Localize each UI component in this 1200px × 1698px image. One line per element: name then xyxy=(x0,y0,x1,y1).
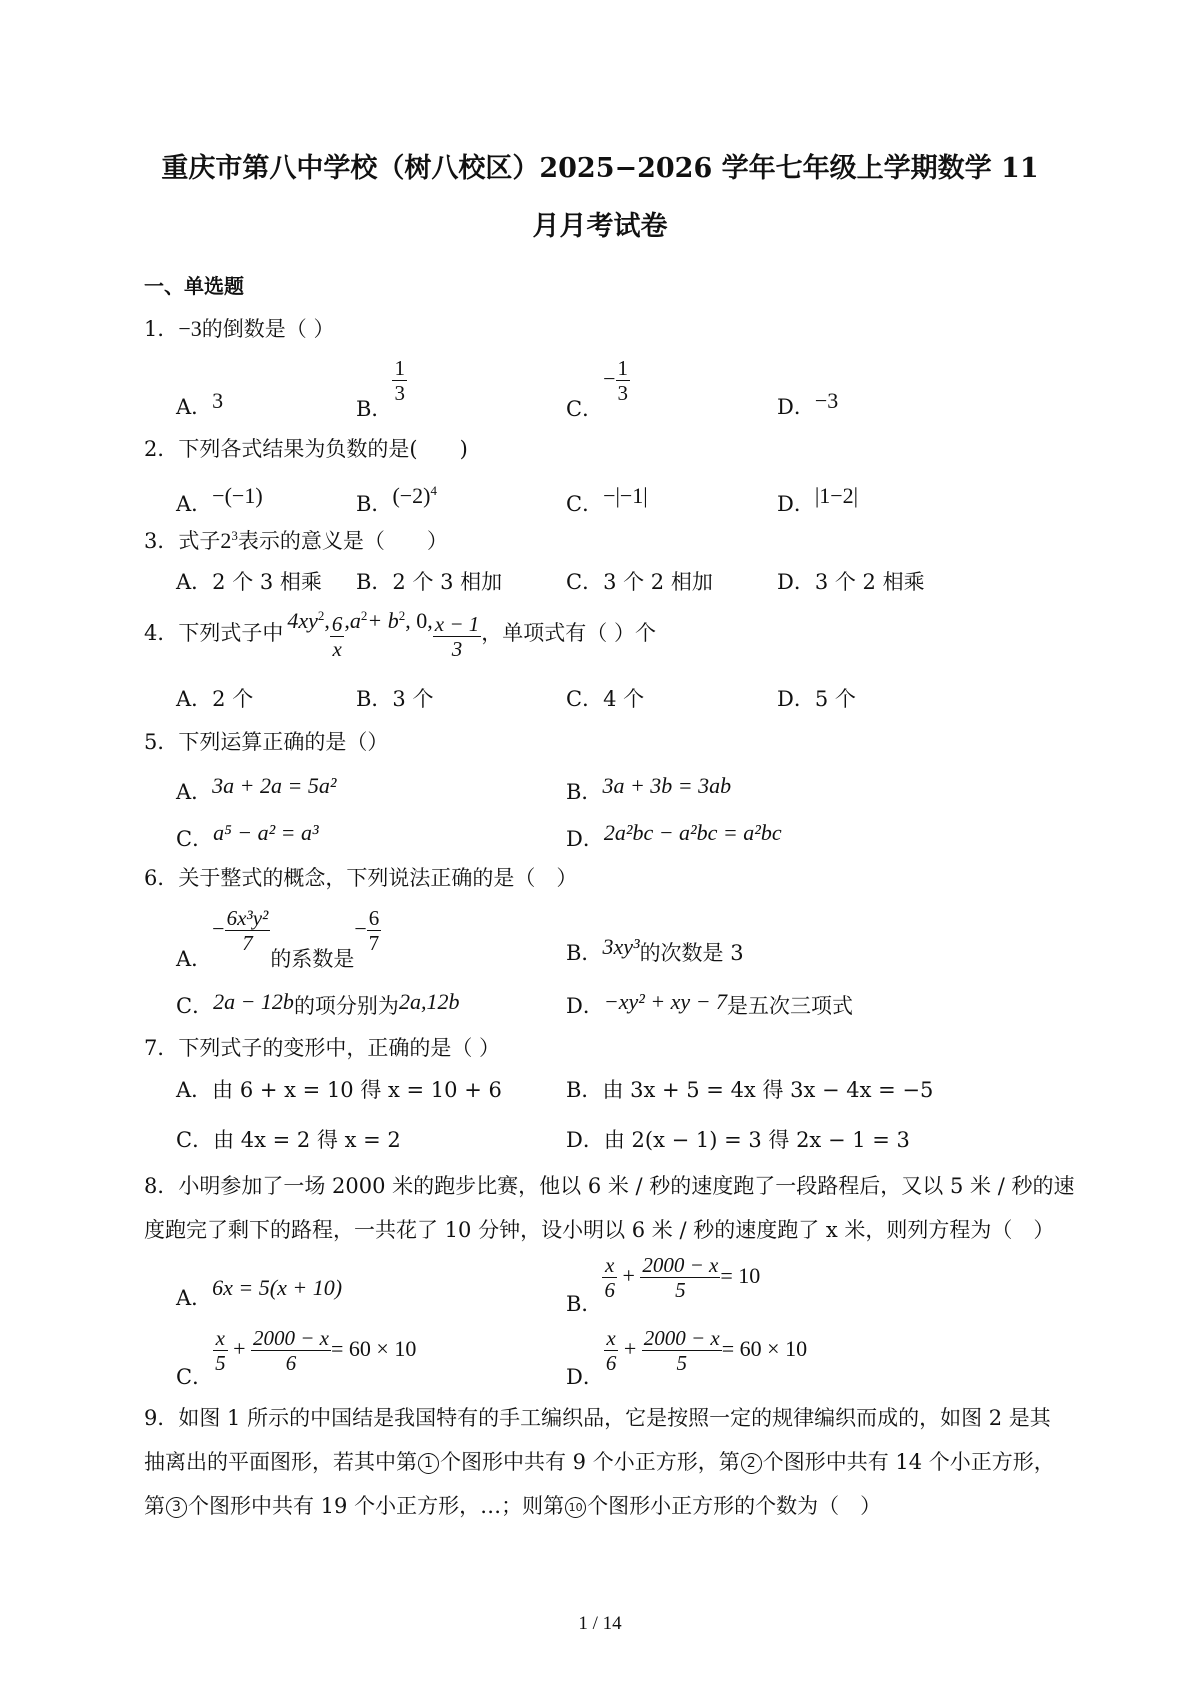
option-label: C． xyxy=(176,827,214,851)
circled-number: 1 xyxy=(418,1453,439,1474)
option-a[interactable] xyxy=(176,483,263,518)
option-b[interactable] xyxy=(356,483,437,518)
option-label: C． xyxy=(566,492,604,516)
option-text: 的项分别为 xyxy=(293,994,399,1018)
option-d[interactable] xyxy=(777,483,858,518)
option-value: −|−1| xyxy=(603,483,648,508)
option-c[interactable] xyxy=(176,1124,401,1154)
option-c[interactable]: C．4 个 xyxy=(566,687,645,711)
option-b[interactable]: B．2 个 3 相加 xyxy=(356,570,503,594)
question-text: 表示的意义是（ ） xyxy=(237,529,448,553)
option-value: 3 xyxy=(212,388,224,413)
page-title: 重庆市第八中学校（树八校区）2025−2026 学年七年级上学期数学 11 xyxy=(161,153,1039,184)
option-expr: 2a − 12b xyxy=(213,989,294,1014)
option-label: B． xyxy=(356,397,393,422)
question-9 xyxy=(144,1402,1051,1432)
question-number: 8． xyxy=(144,1174,179,1198)
option-value: 由 2(x − 1) = 3 得 2x − 1 = 3 xyxy=(603,1128,910,1152)
question-text: 下列运算正确的是（） xyxy=(178,730,389,754)
option-label: B． xyxy=(566,1292,603,1317)
option-value: 由 6 + x = 10 得 x = 10 + 6 xyxy=(212,1078,502,1102)
fraction: $\frac{1}{3}$ xyxy=(394,356,405,406)
option-label: A． xyxy=(176,947,213,972)
option-d[interactable] xyxy=(566,989,853,1020)
option-d[interactable] xyxy=(777,388,838,421)
option-label: C． xyxy=(176,1128,214,1152)
question-6 xyxy=(144,862,577,892)
fraction: $\frac{\text{6x³y²}}{7}$ xyxy=(226,906,269,956)
option-value: 6x = 5(x + 10) xyxy=(212,1275,343,1300)
circled-number: 10 xyxy=(565,1497,586,1518)
option-label: D． xyxy=(777,492,815,516)
option-label: A． xyxy=(176,1078,213,1102)
option-value: |1−2| xyxy=(814,483,859,508)
option-label: D． xyxy=(566,827,604,851)
option-b[interactable]: B． $\frac{x}{6}$ + $\frac{2000 - x}{5}$ = 10 xyxy=(566,1253,761,1317)
option-a[interactable] xyxy=(176,1275,342,1312)
exponent: 3 xyxy=(231,528,238,543)
option-d[interactable]: D． $\frac{x}{6}$ + $\frac{2000 - x}{5}$ = 60 × 10 xyxy=(566,1326,808,1390)
question-number: 4． xyxy=(144,621,179,645)
option-label: A． xyxy=(176,492,213,516)
option-label: B． xyxy=(566,1078,603,1102)
option-value: 3a + 3b = 3ab xyxy=(602,773,732,798)
fraction: $\frac{2000 - x}{6}$ xyxy=(253,1326,329,1376)
question-9-line2: 抽离出的平面图形，若其中第 1 个图形中共有 9 个小正方形，第 2 个图形中共有 14 个小正方形， xyxy=(144,1450,1055,1474)
option-expr: 2a,12b xyxy=(398,989,460,1014)
question-4 xyxy=(144,608,656,661)
expression-list: $4xy^2$, $\frac{6}{x}$ $,a^2+ b^2$, 0, $\frac{x - 1}{3}$ xyxy=(287,608,480,661)
circled-number: 2 xyxy=(741,1453,762,1474)
option-value: 2a²bc − a²bc = a²bc xyxy=(603,820,782,845)
option-a[interactable]: A．− $\frac{\text{6x³y²}}{7}$ 的系数是− $\frac{6}{7}$ xyxy=(176,906,380,972)
circled-number: 3 xyxy=(166,1497,187,1518)
option-label: A． xyxy=(176,780,213,804)
option-rhs: = 10 xyxy=(720,1263,761,1289)
section-heading: 一、单选题 xyxy=(144,274,244,298)
fraction: $\frac{2000 - x}{5}$ xyxy=(643,1326,720,1376)
option-label: C． xyxy=(566,397,604,422)
math-expr: −3 xyxy=(178,316,202,341)
question-number: 5． xyxy=(144,730,179,754)
option-c[interactable] xyxy=(176,820,319,853)
question-text: 小明参加了一场 2000 米的跑步比赛，他以 6 米 / 秒的速度跑了一段路程后，又以 5 米 / 秒的速 xyxy=(178,1174,1075,1198)
option-expr: −xy² + xy − 7 xyxy=(603,989,728,1014)
option-value: a⁵ − a² = a³ xyxy=(213,820,319,845)
option-value: 3a + 2a = 5a² xyxy=(212,773,337,798)
option-text: 是五次三项式 xyxy=(727,994,854,1018)
question-9-line3: 第 3 个图形中共有 19 个小正方形，…；则第 10 个图形小正方形的个数为（ ） xyxy=(144,1494,882,1518)
option-c[interactable] xyxy=(566,356,630,423)
option-rhs: = 60 × 10 xyxy=(721,1336,808,1362)
fraction: $\frac{x}{6}$ xyxy=(605,1326,617,1376)
question-number: 7． xyxy=(144,1036,179,1060)
exponent: 4 xyxy=(430,483,437,498)
option-text: 的系数是 xyxy=(270,947,355,972)
option-b[interactable] xyxy=(566,773,731,806)
option-d[interactable] xyxy=(566,820,782,853)
question-number: 2． xyxy=(144,437,179,461)
question-text: 关于整式的概念，下列说法正确的是（ ） xyxy=(178,866,578,890)
question-7 xyxy=(144,1032,500,1062)
page-number: 1 / 14 xyxy=(578,1613,622,1634)
question-text: 下列各式结果为负数的是( ) xyxy=(178,437,468,461)
option-c[interactable] xyxy=(176,989,459,1020)
option-label: C． xyxy=(176,994,214,1018)
option-expr: 3xy³ xyxy=(602,934,640,959)
option-value: −3 xyxy=(814,388,839,413)
option-text: 的次数是 3 xyxy=(639,941,744,965)
fraction: $\frac{x}{6}$ xyxy=(604,1253,615,1303)
question-text: 如图 1 所示的中国结是我国特有的手工编织品，它是按照一定的规律编织而成的，如图 2 是其 xyxy=(178,1406,1051,1430)
option-a[interactable]: A．2 个 xyxy=(176,687,254,711)
minus-sign: − xyxy=(603,366,616,392)
option-a[interactable] xyxy=(176,773,336,806)
option-label: D． xyxy=(566,1365,604,1390)
question-text: 下列式子中 xyxy=(178,621,284,645)
option-label: D． xyxy=(566,1128,604,1152)
question-8-cont: 度跑完了剩下的路程，一共花了 10 分钟，设小明以 6 米 / 秒的速度跑了 x 米，则列方程为（ ） xyxy=(144,1218,1055,1242)
question-number: 9． xyxy=(144,1406,179,1430)
option-label: B． xyxy=(566,780,603,804)
option-a[interactable] xyxy=(176,1074,502,1104)
option-value: 由 3x + 5 = 4x 得 3x − 4x = −5 xyxy=(602,1078,934,1102)
option-label: D． xyxy=(777,395,815,419)
question-1 xyxy=(144,313,334,343)
question-text: 的倒数是（ ） xyxy=(201,317,335,341)
option-label: A． xyxy=(176,395,213,419)
option-b[interactable]: B．3 个 xyxy=(356,687,434,711)
question-5 xyxy=(144,726,388,756)
question-text: ，单项式有（ ）个 xyxy=(481,621,656,645)
fraction: $\frac{6}{7}$ xyxy=(368,906,380,956)
option-label: A． xyxy=(176,1286,213,1310)
question-2 xyxy=(144,433,468,463)
page-title-cont: 月月考试卷 xyxy=(532,211,668,242)
option-value: 由 4x = 2 得 x = 2 xyxy=(213,1128,401,1152)
question-text: 式子 xyxy=(178,529,221,553)
option-c[interactable]: C．3 个 2 相加 xyxy=(566,570,713,594)
math-base: 2 xyxy=(220,528,232,553)
question-number: 6． xyxy=(144,866,179,890)
option-d[interactable] xyxy=(566,1124,910,1154)
fraction: $\frac{2000 - x}{5}$ xyxy=(642,1253,719,1303)
question-number: 3． xyxy=(144,529,179,553)
question-text: 下列式子的变形中，正确的是（ ） xyxy=(178,1036,501,1060)
fraction: $\frac{1}{3}$ xyxy=(617,356,628,406)
option-b[interactable] xyxy=(356,356,407,423)
option-label: B． xyxy=(356,492,393,516)
option-c[interactable]: C． $\frac{x}{5}$ + $\frac{2000 - x}{6}$ = 60 × 10 xyxy=(176,1326,417,1390)
fraction: $\frac{x}{5}$ xyxy=(215,1326,226,1376)
question-8 xyxy=(144,1170,1074,1200)
option-value: −(−1) xyxy=(212,483,263,508)
option-label: B． xyxy=(566,941,603,965)
option-c[interactable] xyxy=(566,483,648,518)
option-label: D． xyxy=(566,994,604,1018)
option-value: (−2) xyxy=(392,483,431,508)
option-d[interactable]: D．5 个 xyxy=(777,687,856,711)
question-3 xyxy=(144,525,448,555)
option-b[interactable] xyxy=(566,934,744,967)
option-rhs: = 60 × 10 xyxy=(331,1336,417,1362)
option-d[interactable]: D．3 个 2 相乘 xyxy=(777,570,925,594)
option-a[interactable]: A．2 个 3 相乘 xyxy=(176,570,322,594)
option-label: C． xyxy=(176,1365,214,1390)
option-b[interactable] xyxy=(566,1074,933,1104)
option-a[interactable] xyxy=(176,388,223,421)
question-number: 1． xyxy=(144,317,179,341)
